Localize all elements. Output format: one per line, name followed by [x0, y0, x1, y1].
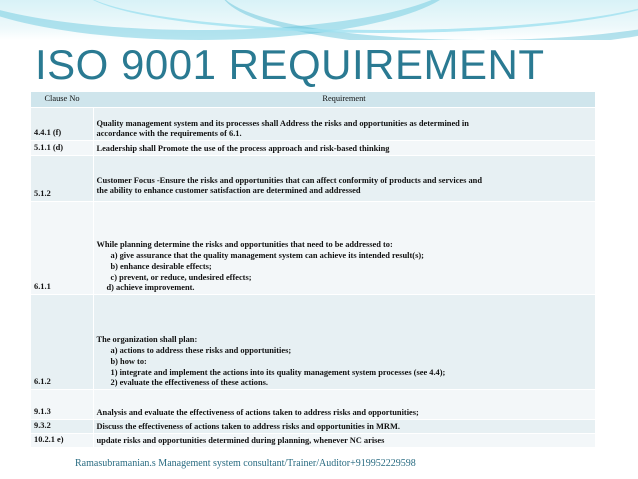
requirement-line: Analysis and evaluate the effectiveness of actions taken to address risks and opportunities; — [96, 408, 419, 418]
decorative-top-band — [0, 0, 638, 40]
requirement-line: the ability to enhance customer satisfaction are determined and addressed — [96, 186, 361, 196]
table-row — [31, 156, 595, 202]
clause-cell: 9.1.3 — [31, 390, 93, 420]
requirement-line: While planning determine the risks and opportunities that need to be addressed to: — [96, 240, 393, 250]
table-row — [31, 141, 595, 156]
table-row — [31, 434, 595, 448]
requirement-line: update risks and opportunities determined during planning, whenever NC arises — [96, 436, 385, 446]
requirement-line: Leadership shall Promote the use of the process approach and risk-based thinking — [96, 144, 390, 154]
requirement-cell — [93, 141, 595, 156]
requirement-line: Quality management system and its processes shall Address the risks and opportunities as determined in — [96, 118, 469, 128]
clause-cell: 4.4.1 (f) — [31, 108, 93, 141]
requirement-line: a) give assurance that the quality management system can achieve its intended result(s); — [110, 251, 424, 260]
clause-cell: 6.1.1 — [31, 202, 93, 295]
requirement-line: d) achieve improvement. — [106, 283, 195, 293]
clause-cell: 5.1.2 — [31, 156, 93, 202]
table-header-row — [31, 92, 595, 108]
clause-cell: 10.2.1 e) — [31, 434, 93, 448]
requirement-line: Customer Focus -Ensure the risks and opportunities that can affect conformity of products and services and — [96, 175, 482, 185]
table-row — [31, 202, 595, 295]
requirement-line: The organization shall plan: — [96, 335, 198, 345]
requirement-line: b) enhance desirable effects; — [110, 261, 212, 271]
table-row — [31, 108, 595, 141]
requirement-line: 2) evaluate the effectiveness of these actions. — [110, 378, 268, 388]
header-clause-no: Clause No — [31, 92, 93, 108]
table-row — [31, 295, 595, 390]
table-row — [31, 390, 595, 420]
footer-author-credit: Ramasubramanian.s Management system consultant/Trainer/Auditor+919952229598 — [75, 458, 416, 469]
requirement-line: c) prevent, or reduce, undesired effects; — [110, 272, 252, 282]
requirement-line: 1) integrate and implement the actions into its quality management system processes (see 4.4); — [110, 367, 446, 377]
clause-cell: 6.1.2 — [31, 295, 93, 390]
requirement-cell — [93, 295, 595, 390]
requirement-line: b) how to: — [110, 356, 147, 366]
slide-title: ISO 9001 REQUIREMENT — [35, 41, 545, 88]
clause-cell: 5.1.1 (d) — [31, 141, 93, 156]
requirement-cell — [93, 108, 595, 141]
clause-cell: 9.3.2 — [31, 420, 93, 434]
requirement-cell — [93, 390, 595, 420]
requirement-cell — [93, 202, 595, 295]
requirement-line: accordance with the requirements of 6.1. — [96, 129, 242, 139]
table-row — [31, 420, 595, 434]
requirement-line: Discuss the effectiveness of actions taken to address risks and opportunities in MRM. — [96, 422, 400, 432]
requirements-table — [31, 91, 595, 448]
requirement-line: a) actions to address these risks and opportunities; — [110, 346, 292, 355]
header-requirement: Requirement — [93, 92, 595, 108]
requirement-cell — [93, 156, 595, 202]
requirement-cell — [93, 420, 595, 434]
requirement-cell — [93, 434, 595, 448]
